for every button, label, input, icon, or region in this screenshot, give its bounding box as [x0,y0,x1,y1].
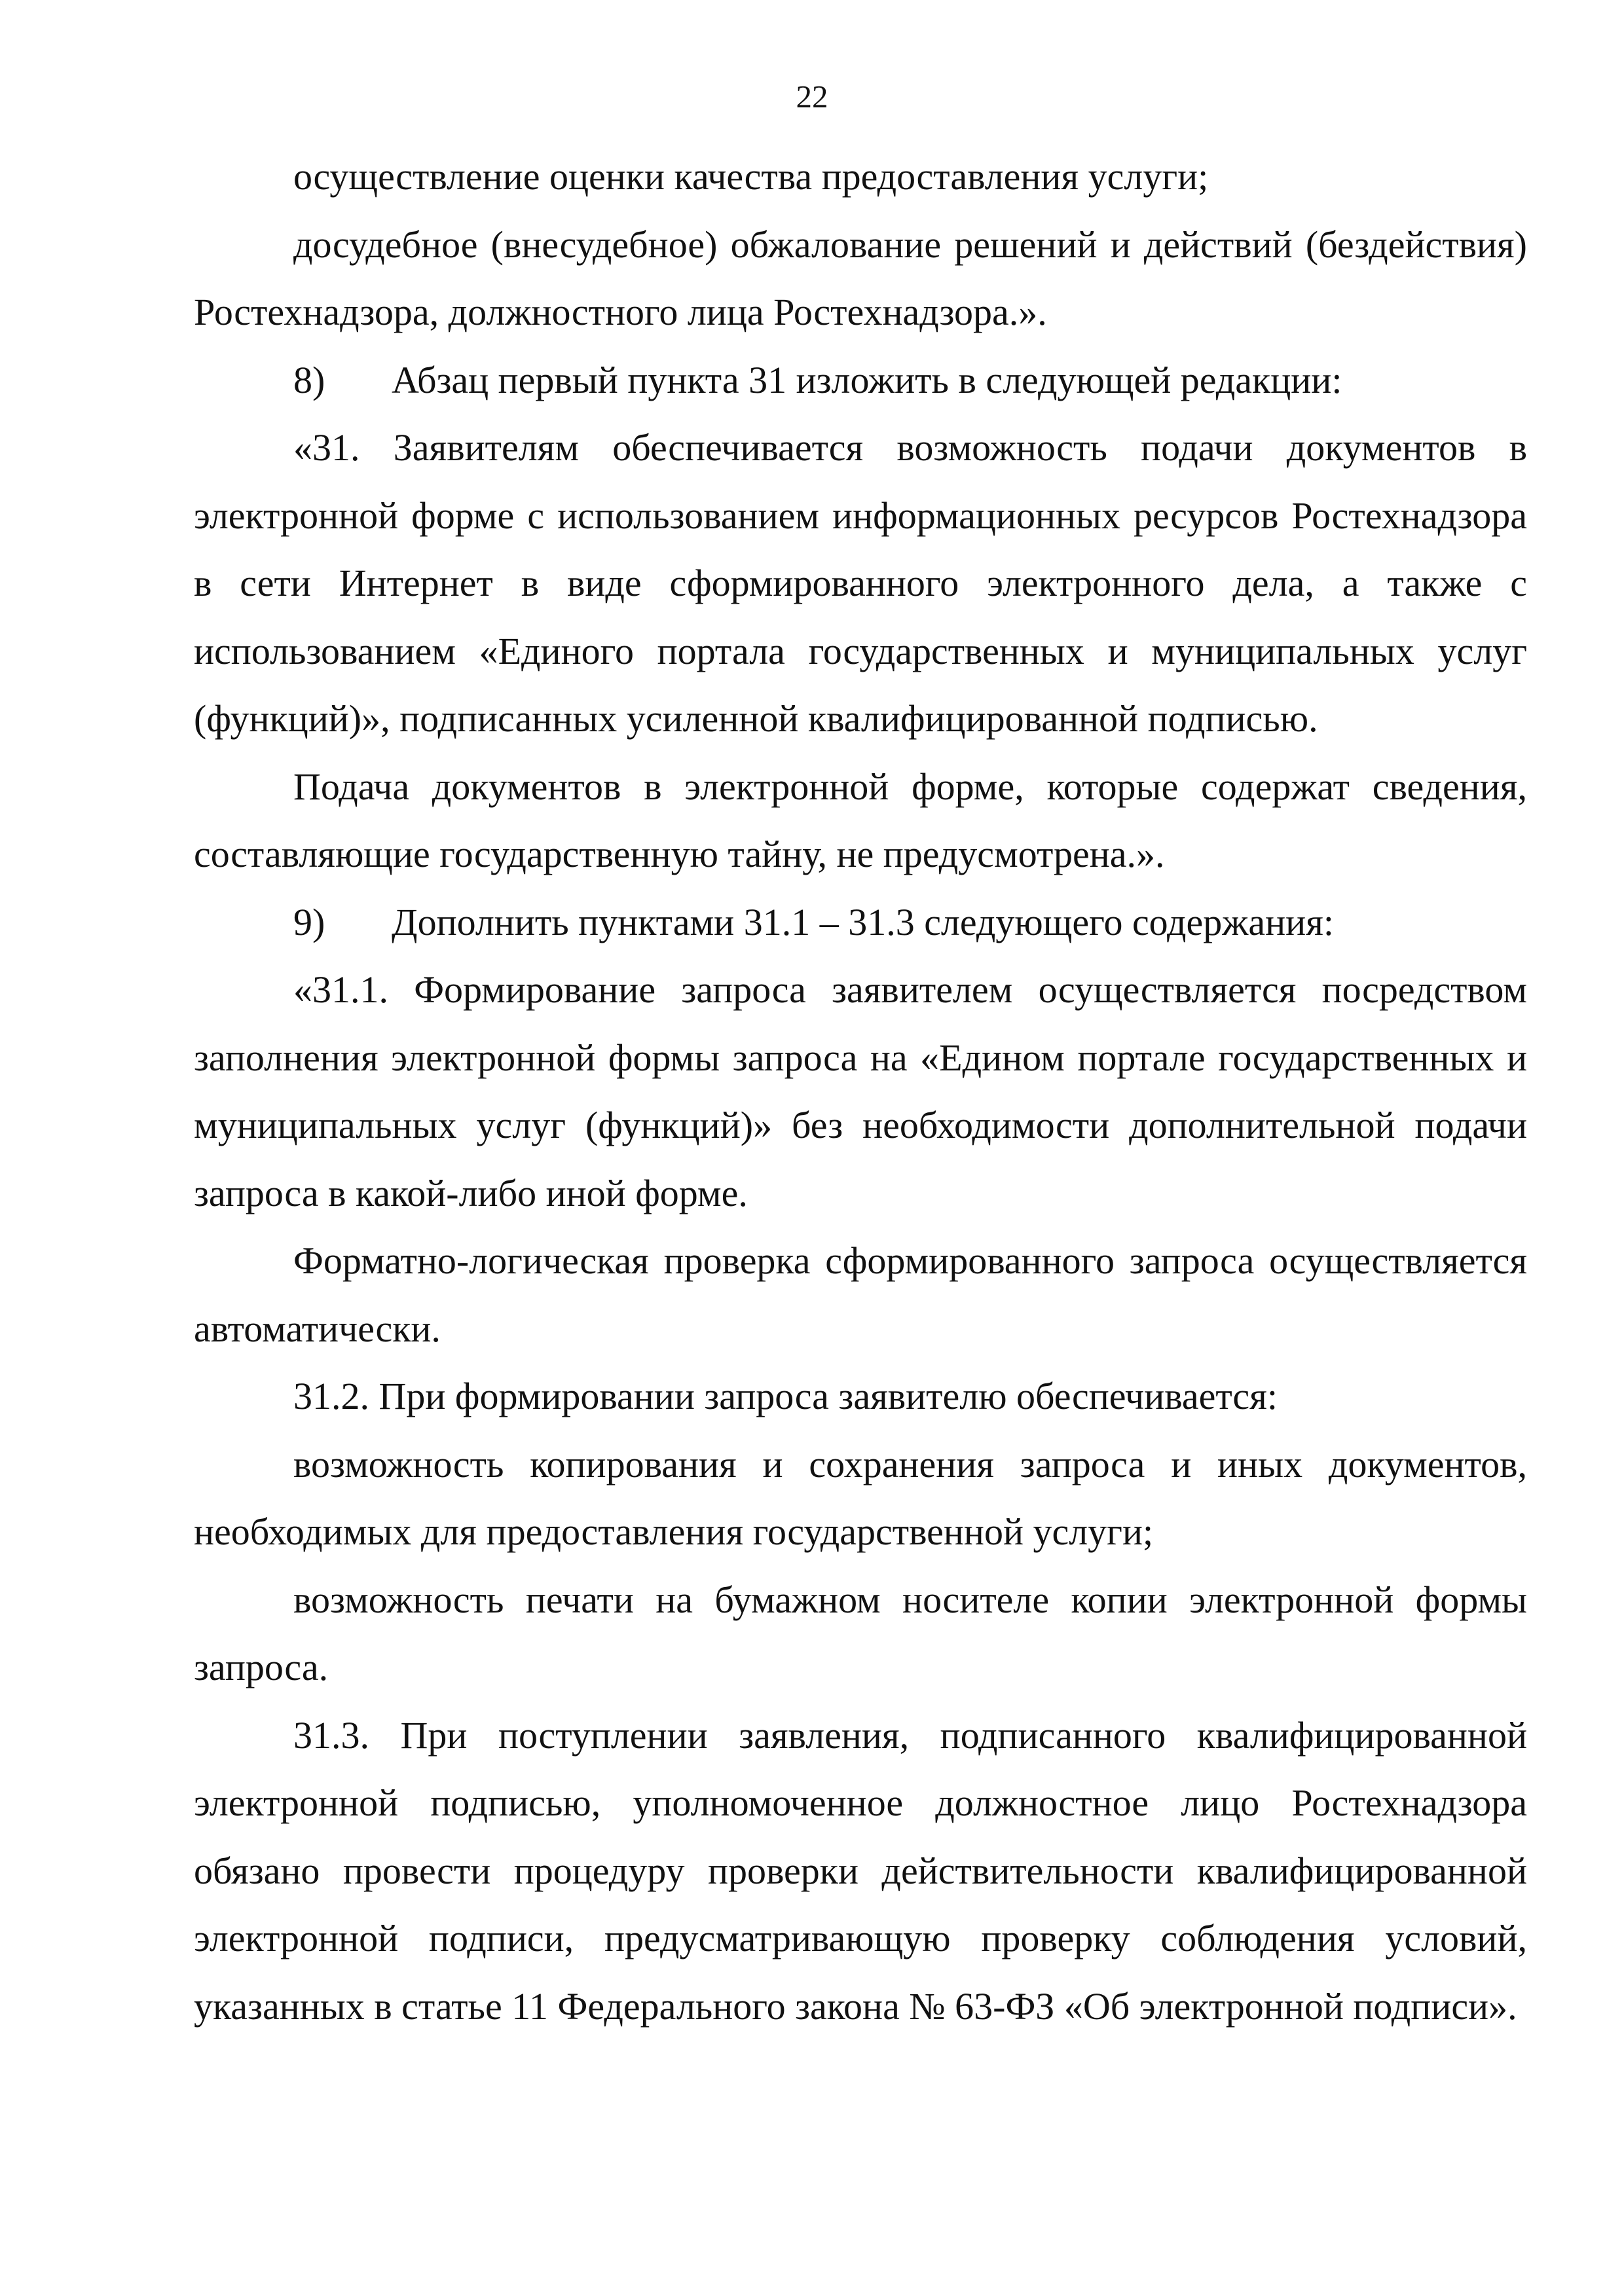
list-item-8-text: Абзац первый пункта 31 изложить в следующей редакции: [392,358,1342,401]
paragraph-print: возможность печати на бумажном носителе копии электронной формы запроса. [194,1578,1527,1688]
document-body [194,143,1527,2040]
paragraph-31-1: «31.1. Формирование запроса заявителем осуществляется посредством заполнения электронной формы запроса на «Едином портале государственных и муниципальных услуг (функций)» без необходимости дополнительной подачи запроса в какой-либо иной форме. [194,968,1527,1214]
list-item-8-number: 8) [293,358,325,401]
paragraph-state-secret: Подача документов в электронной форме, которые содержат сведения, составляющие государственную тайну, не предусмотрена.». [194,765,1527,875]
list-item-9-text: Дополнить пунктами 31.1 – 31.3 следующего содержания: [392,900,1334,943]
paragraph-31-3: 31.3. При поступлении заявления, подписанного квалифицированной электронной подписью, уполномоченное должностное лицо Ростехнадзора обязано провести процедуру проверки действительности квалифицированной электронной подписи, предусматривающую проверку соблюдения условий, указанных в статье 11 Федерального закона № 63-ФЗ «Об электронной подписи». [194,1713,1527,2028]
list-item-9-number: 9) [293,900,325,943]
paragraph-31: «31. Заявителям обеспечивается возможность подачи документов в электронной форме с использованием информационных ресурсов Ростехнадзора в сети Интернет в виде сформированного электронного дела, а также с использованием «Единого портала государственных и муниципальных услуг (функций)», подписанных усиленной квалифицированной подписью. [194,426,1527,740]
paragraph-copy-save: возможность копирования и сохранения запроса и иных документов, необходимых для предоставления государственной услуги; [194,1442,1527,1553]
paragraph-quality-assessment: осуществление оценки качества предоставления услуги; [293,155,1209,198]
list-item-9 [194,888,1527,957]
paragraph-format-check: Форматно-логическая проверка сформированного запроса осуществляется автоматически. [194,1239,1527,1350]
list-item-8 [194,346,1527,414]
paragraph-31-2: 31.2. При формировании запроса заявителю обеспечивается: [293,1375,1278,1417]
page-number: 22 [796,79,828,115]
paragraph-pretrial-appeal: досудебное (внесудебное) обжалование решений и действий (бездействия) Ростехнадзора, должностного лица Ростехнадзора.». [194,223,1527,333]
